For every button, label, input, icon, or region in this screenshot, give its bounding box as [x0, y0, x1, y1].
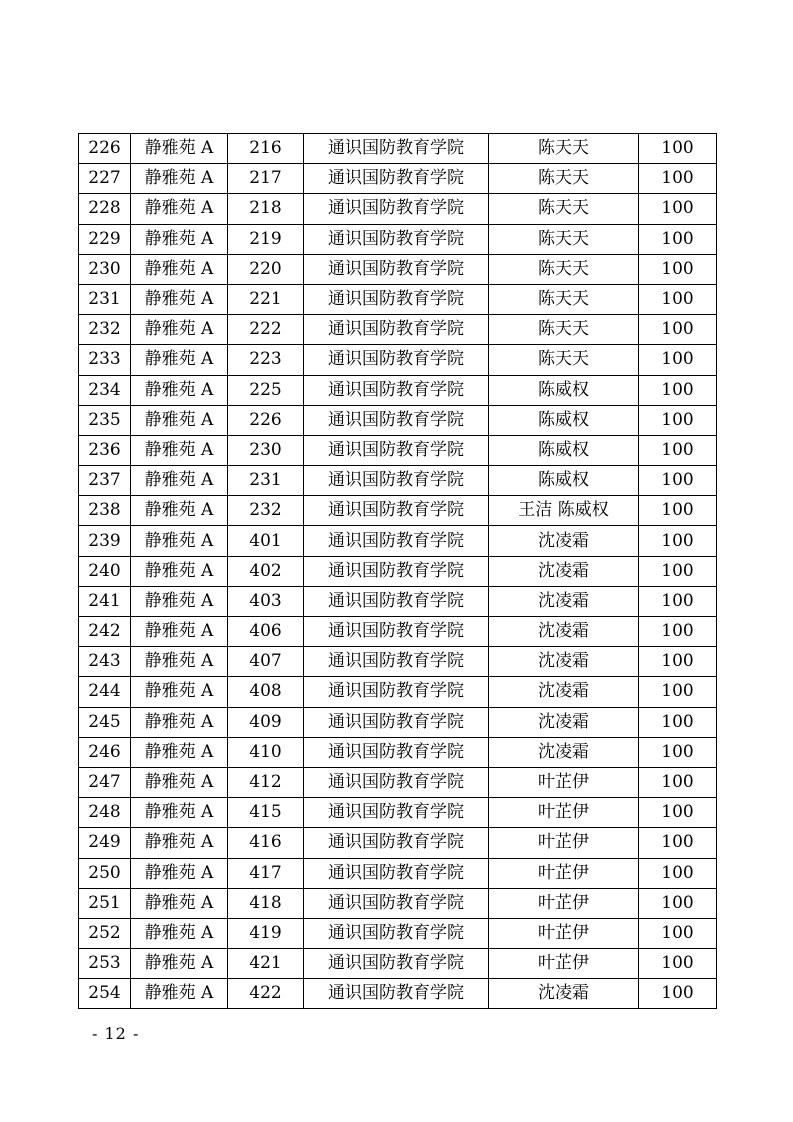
table-row: [79, 224, 717, 254]
row-number-cell: 241: [79, 586, 131, 616]
building-cell: 静雅苑 A: [131, 134, 228, 164]
college-cell: 通识国防教育学院: [304, 224, 489, 254]
table-row: [79, 707, 717, 737]
row-number-cell: 247: [79, 767, 131, 797]
row-number-cell: 249: [79, 828, 131, 858]
building-cell: 静雅苑 A: [131, 888, 228, 918]
building-cell: 静雅苑 A: [131, 617, 228, 647]
room-number-cell: 421: [228, 949, 304, 979]
row-number-cell: 227: [79, 164, 131, 194]
table-row: [79, 405, 717, 435]
counselor-cell: 叶芷伊: [489, 949, 639, 979]
table-row: [79, 918, 717, 948]
counselor-cell: 沈凌霜: [489, 737, 639, 767]
building-cell: 静雅苑 A: [131, 435, 228, 465]
building-cell: 静雅苑 A: [131, 315, 228, 345]
room-number-cell: 407: [228, 647, 304, 677]
building-cell: 静雅苑 A: [131, 375, 228, 405]
score-cell: 100: [639, 617, 717, 647]
counselor-cell: 叶芷伊: [489, 888, 639, 918]
score-cell: 100: [639, 858, 717, 888]
room-number-cell: 409: [228, 707, 304, 737]
score-cell: 100: [639, 496, 717, 526]
row-number-cell: 245: [79, 707, 131, 737]
row-number-cell: 251: [79, 888, 131, 918]
college-cell: 通识国防教育学院: [304, 526, 489, 556]
room-number-cell: 418: [228, 888, 304, 918]
table-row: [79, 617, 717, 647]
score-cell: 100: [639, 164, 717, 194]
building-cell: 静雅苑 A: [131, 828, 228, 858]
room-number-cell: 402: [228, 556, 304, 586]
score-cell: 100: [639, 586, 717, 616]
college-cell: 通识国防教育学院: [304, 556, 489, 586]
room-number-cell: 219: [228, 224, 304, 254]
building-cell: 静雅苑 A: [131, 194, 228, 224]
counselor-cell: 叶芷伊: [489, 828, 639, 858]
score-cell: 100: [639, 375, 717, 405]
college-cell: 通识国防教育学院: [304, 677, 489, 707]
counselor-cell: 陈天天: [489, 164, 639, 194]
row-number-cell: 252: [79, 918, 131, 948]
table-row: [79, 798, 717, 828]
score-cell: 100: [639, 647, 717, 677]
table-row: [79, 858, 717, 888]
room-number-cell: 220: [228, 254, 304, 284]
room-number-cell: 232: [228, 496, 304, 526]
counselor-cell: 沈凌霜: [489, 617, 639, 647]
dormitory-score-table: [78, 133, 717, 1009]
counselor-cell: 陈天天: [489, 284, 639, 314]
score-cell: 100: [639, 134, 717, 164]
counselor-cell: 叶芷伊: [489, 798, 639, 828]
table-row: [79, 345, 717, 375]
college-cell: 通识国防教育学院: [304, 949, 489, 979]
college-cell: 通识国防教育学院: [304, 858, 489, 888]
row-number-cell: 248: [79, 798, 131, 828]
page-number: - 12 -: [92, 1024, 140, 1043]
row-number-cell: 250: [79, 858, 131, 888]
table-body: [79, 134, 717, 1009]
table-row: [79, 949, 717, 979]
building-cell: 静雅苑 A: [131, 254, 228, 284]
counselor-cell: 陈威权: [489, 466, 639, 496]
counselor-cell: 陈威权: [489, 405, 639, 435]
counselor-cell: 陈威权: [489, 435, 639, 465]
building-cell: 静雅苑 A: [131, 224, 228, 254]
building-cell: 静雅苑 A: [131, 556, 228, 586]
table-row: [79, 737, 717, 767]
score-cell: 100: [639, 466, 717, 496]
room-number-cell: 222: [228, 315, 304, 345]
building-cell: 静雅苑 A: [131, 767, 228, 797]
college-cell: 通识国防教育学院: [304, 375, 489, 405]
counselor-cell: 沈凌霜: [489, 647, 639, 677]
room-number-cell: 415: [228, 798, 304, 828]
building-cell: 静雅苑 A: [131, 949, 228, 979]
college-cell: 通识国防教育学院: [304, 828, 489, 858]
table-row: [79, 979, 717, 1009]
college-cell: 通识国防教育学院: [304, 405, 489, 435]
building-cell: 静雅苑 A: [131, 707, 228, 737]
score-cell: 100: [639, 828, 717, 858]
college-cell: 通识国防教育学院: [304, 586, 489, 616]
counselor-cell: 叶芷伊: [489, 918, 639, 948]
room-number-cell: 412: [228, 767, 304, 797]
score-cell: 100: [639, 767, 717, 797]
room-number-cell: 221: [228, 284, 304, 314]
building-cell: 静雅苑 A: [131, 798, 228, 828]
score-cell: 100: [639, 949, 717, 979]
room-number-cell: 216: [228, 134, 304, 164]
building-cell: 静雅苑 A: [131, 586, 228, 616]
row-number-cell: 246: [79, 737, 131, 767]
counselor-cell: 沈凌霜: [489, 526, 639, 556]
row-number-cell: 233: [79, 345, 131, 375]
table-row: [79, 466, 717, 496]
row-number-cell: 236: [79, 435, 131, 465]
college-cell: 通识国防教育学院: [304, 707, 489, 737]
building-cell: 静雅苑 A: [131, 526, 228, 556]
table-row: [79, 254, 717, 284]
building-cell: 静雅苑 A: [131, 164, 228, 194]
score-cell: 100: [639, 405, 717, 435]
score-cell: 100: [639, 435, 717, 465]
college-cell: 通识国防教育学院: [304, 164, 489, 194]
room-number-cell: 422: [228, 979, 304, 1009]
table-row: [79, 647, 717, 677]
score-cell: 100: [639, 888, 717, 918]
score-cell: 100: [639, 526, 717, 556]
college-cell: 通识国防教育学院: [304, 888, 489, 918]
counselor-cell: 叶芷伊: [489, 767, 639, 797]
building-cell: 静雅苑 A: [131, 858, 228, 888]
room-number-cell: 417: [228, 858, 304, 888]
college-cell: 通识国防教育学院: [304, 979, 489, 1009]
table-row: [79, 767, 717, 797]
table-row: [79, 375, 717, 405]
college-cell: 通识国防教育学院: [304, 254, 489, 284]
building-cell: 静雅苑 A: [131, 918, 228, 948]
table-row: [79, 556, 717, 586]
college-cell: 通识国防教育学院: [304, 194, 489, 224]
table-row: [79, 888, 717, 918]
college-cell: 通识国防教育学院: [304, 134, 489, 164]
table-row: [79, 828, 717, 858]
room-number-cell: 226: [228, 405, 304, 435]
score-cell: 100: [639, 677, 717, 707]
room-number-cell: 408: [228, 677, 304, 707]
table-row: [79, 496, 717, 526]
row-number-cell: 240: [79, 556, 131, 586]
building-cell: 静雅苑 A: [131, 979, 228, 1009]
score-cell: 100: [639, 254, 717, 284]
room-number-cell: 403: [228, 586, 304, 616]
row-number-cell: 230: [79, 254, 131, 284]
score-cell: 100: [639, 737, 717, 767]
college-cell: 通识国防教育学院: [304, 918, 489, 948]
score-cell: 100: [639, 194, 717, 224]
counselor-cell: 陈天天: [489, 315, 639, 345]
row-number-cell: 244: [79, 677, 131, 707]
row-number-cell: 234: [79, 375, 131, 405]
table-row: [79, 586, 717, 616]
table-row: [79, 134, 717, 164]
room-number-cell: 231: [228, 466, 304, 496]
score-cell: 100: [639, 798, 717, 828]
score-cell: 100: [639, 284, 717, 314]
building-cell: 静雅苑 A: [131, 737, 228, 767]
counselor-cell: 沈凌霜: [489, 677, 639, 707]
row-number-cell: 239: [79, 526, 131, 556]
building-cell: 静雅苑 A: [131, 466, 228, 496]
college-cell: 通识国防教育学院: [304, 496, 489, 526]
building-cell: 静雅苑 A: [131, 284, 228, 314]
room-number-cell: 225: [228, 375, 304, 405]
counselor-cell: 陈天天: [489, 224, 639, 254]
table-row: [79, 315, 717, 345]
building-cell: 静雅苑 A: [131, 647, 228, 677]
score-cell: 100: [639, 315, 717, 345]
table-row: [79, 284, 717, 314]
college-cell: 通识国防教育学院: [304, 345, 489, 375]
table-row: [79, 526, 717, 556]
room-number-cell: 410: [228, 737, 304, 767]
building-cell: 静雅苑 A: [131, 405, 228, 435]
row-number-cell: 231: [79, 284, 131, 314]
row-number-cell: 243: [79, 647, 131, 677]
building-cell: 静雅苑 A: [131, 345, 228, 375]
row-number-cell: 232: [79, 315, 131, 345]
room-number-cell: 218: [228, 194, 304, 224]
row-number-cell: 226: [79, 134, 131, 164]
table-row: [79, 194, 717, 224]
counselor-cell: 陈天天: [489, 134, 639, 164]
score-cell: 100: [639, 979, 717, 1009]
row-number-cell: 228: [79, 194, 131, 224]
college-cell: 通识国防教育学院: [304, 284, 489, 314]
building-cell: 静雅苑 A: [131, 496, 228, 526]
room-number-cell: 230: [228, 435, 304, 465]
college-cell: 通识国防教育学院: [304, 647, 489, 677]
score-cell: 100: [639, 918, 717, 948]
table-row: [79, 677, 717, 707]
room-number-cell: 419: [228, 918, 304, 948]
score-cell: 100: [639, 707, 717, 737]
counselor-cell: 沈凌霜: [489, 707, 639, 737]
counselor-cell: 陈天天: [489, 254, 639, 284]
counselor-cell: 陈天天: [489, 194, 639, 224]
table-row: [79, 164, 717, 194]
counselor-cell: 陈天天: [489, 345, 639, 375]
counselor-cell: 陈威权: [489, 375, 639, 405]
college-cell: 通识国防教育学院: [304, 767, 489, 797]
college-cell: 通识国防教育学院: [304, 737, 489, 767]
counselor-cell: 王洁 陈威权: [489, 496, 639, 526]
room-number-cell: 223: [228, 345, 304, 375]
college-cell: 通识国防教育学院: [304, 435, 489, 465]
room-number-cell: 416: [228, 828, 304, 858]
row-number-cell: 229: [79, 224, 131, 254]
counselor-cell: 沈凌霜: [489, 586, 639, 616]
row-number-cell: 238: [79, 496, 131, 526]
score-cell: 100: [639, 224, 717, 254]
room-number-cell: 401: [228, 526, 304, 556]
row-number-cell: 242: [79, 617, 131, 647]
college-cell: 通识国防教育学院: [304, 466, 489, 496]
college-cell: 通识国防教育学院: [304, 798, 489, 828]
score-cell: 100: [639, 556, 717, 586]
row-number-cell: 254: [79, 979, 131, 1009]
room-number-cell: 406: [228, 617, 304, 647]
counselor-cell: 沈凌霜: [489, 979, 639, 1009]
counselor-cell: 叶芷伊: [489, 858, 639, 888]
college-cell: 通识国防教育学院: [304, 315, 489, 345]
counselor-cell: 沈凌霜: [489, 556, 639, 586]
row-number-cell: 237: [79, 466, 131, 496]
college-cell: 通识国防教育学院: [304, 617, 489, 647]
building-cell: 静雅苑 A: [131, 677, 228, 707]
row-number-cell: 235: [79, 405, 131, 435]
score-cell: 100: [639, 345, 717, 375]
row-number-cell: 253: [79, 949, 131, 979]
room-number-cell: 217: [228, 164, 304, 194]
table-row: [79, 435, 717, 465]
